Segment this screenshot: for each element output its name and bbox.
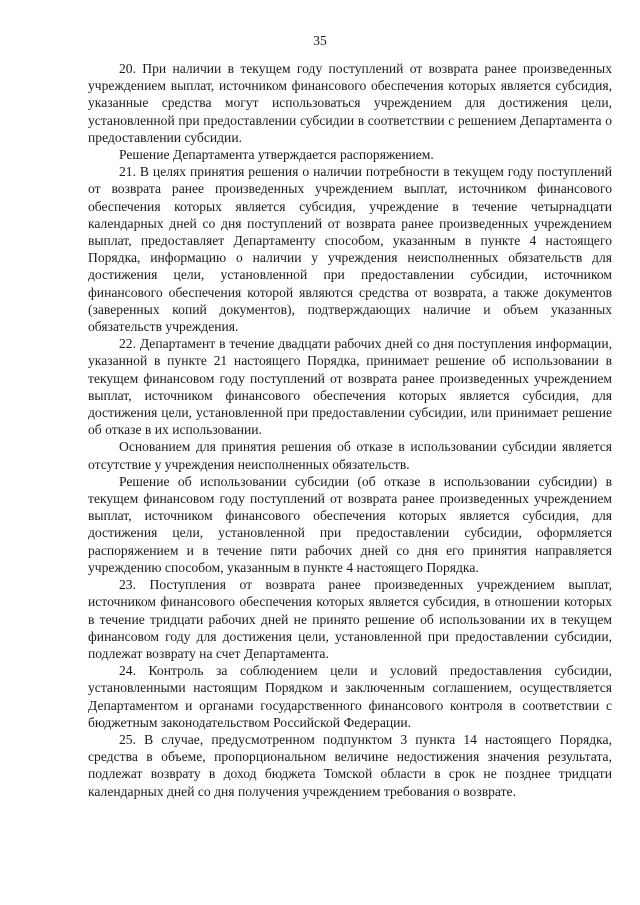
document-body (88, 60, 612, 800)
paragraph-23: 23. Поступления от возврата ранее произведенных учреждением выплат, источником финансового обеспечения которых является субсидия, в отношении которых в течение тридцати рабочих дней не принято решение об использовании их в текущем финансовом году для достижения цели, установленной при предоставлении субсидии, подлежат возврату на счет Департамента. (88, 577, 612, 661)
paragraph-21: 21. В целях принятия решения о наличии потребности в текущем году поступлений от возврата ранее произведенных учреждением выплат, источником финансового обеспечения которых является субсидия, учреждение в течение четырнадцати календарных дней со дня поступлений от возврата ранее произведенных учреждением выплат, предоставляет Департаменту способом, указанным в пункте 4 настоящего Порядка, информацию о наличии у учреждения неисполненных обязательств для достижения цели, установленной при предоставлении субсидии, источником финансового обеспечения которой являются средства от возврата, а также документов (заверенных копий документов), подтверждающих наличие и объем указанных обязательств учреждения. (88, 164, 612, 335)
paragraph-22-decision: Решение об использовании субсидии (об отказе в использовании субсидии) в текущем финансовом году поступлений от возврата ранее произведенных учреждением выплат, источником финансового обеспечения которых является субсидия, для достижения цели, установленной при предоставлении субсидии, оформляется распоряжением и в течение пяти рабочих дней со дня его принятия направляется учреждению способом, указанным в пункте 4 настоящего Порядка. (88, 473, 612, 575)
page-number: 35 (313, 33, 327, 48)
paragraph-22: 22. Департамент в течение двадцати рабочих дней со дня поступления информации, указанной в пункте 21 настоящего Порядка, принимает решение об использовании в текущем финансовом году поступлений от возврата ранее произведенных учреждением выплат, источником финансового обеспечения которых является субсидия, для достижения цели, установленной при предоставлении субсидии, или принимает решение об отказе в их использовании. (88, 336, 612, 438)
paragraph-24: 24. Контроль за соблюдением цели и условий предоставления субсидии, установленными настоящим Порядком и заключенным соглашением, осуществляется Департаментом и органами государственного финансового контроля в соответствии с бюджетным законодательством Российской Федерации. (88, 663, 612, 730)
paragraph-20-decision: Решение Департамента утверждается распоряжением. (119, 147, 434, 163)
paragraph-25: 25. В случае, предусмотренном подпунктом 3 пункта 14 настоящего Порядка, средства в объеме, пропорциональном величине недостижения значения результата, подлежат возврату в доход бюджета Томской области в срок не позднее тридцати календарных дней со дня получения учреждением требования о возврате. (88, 731, 612, 799)
paragraph-22-refusal-basis: Основанием для принятия решения об отказе в использовании субсидии является отсутствие у учреждения неисполненных обязательств. (88, 439, 612, 472)
paragraph-20: 20. При наличии в текущем году поступлений от возврата ранее произведенных учреждением выплат, источником финансового обеспечения которых является субсидия, указанные средства могут использоваться учреждением для достижения цели, установленной при предоставлении субсидии в соответствии с решением Департамента о предоставлении субсидии. (88, 61, 612, 145)
